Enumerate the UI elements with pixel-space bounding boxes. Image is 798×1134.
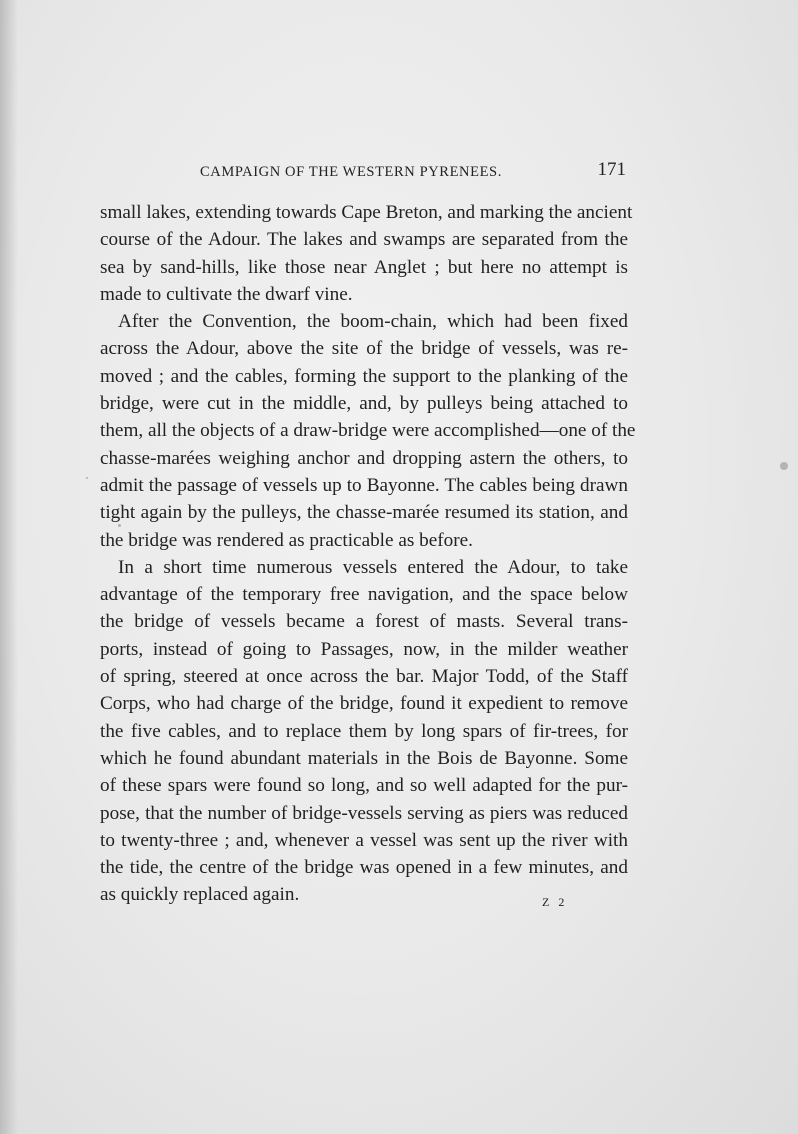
- text-line: as quickly replaced again.: [100, 884, 300, 906]
- ink-speck: [118, 524, 121, 527]
- text-line: After the Convention, the boom-chain, which had been fixed: [118, 311, 628, 333]
- text-line: course of the Adour. The lakes and swamps are separated from the: [100, 229, 628, 251]
- running-title: CAMPAIGN OF THE WESTERN PYRENEES.: [200, 164, 502, 180]
- text-line: which he found abundant materials in the Bois de Bayonne. Some: [100, 747, 628, 769]
- text-line: bridge, were cut in the middle, and, by pulleys being attached to: [100, 393, 628, 415]
- page-header: [100, 158, 630, 188]
- text-line: of these spars were found so long, and so well adapted for the pur-: [100, 775, 628, 797]
- text-line: ports, instead of going to Passages, now, in the milder weather: [100, 638, 628, 660]
- text-line: to twenty-three ; and, whenever a vessel was sent up the river with: [100, 829, 628, 851]
- page-number: 171: [597, 159, 626, 180]
- text-line: Corps, who had charge of the bridge, found it expedient to remove: [100, 693, 628, 715]
- text-line: of spring, steered at once across the bar. Major Todd, of the Staff: [100, 666, 628, 688]
- text-line: pose, that the number of bridge-vessels serving as piers was reduced: [100, 802, 628, 824]
- text-line: sea by sand-hills, like those near Anglet ; but here no attempt is: [100, 256, 628, 278]
- text-line: small lakes, extending towards Cape Breton, and marking the ancient: [100, 202, 633, 223]
- text-line: moved ; and the cables, forming the support to the planking of the: [100, 365, 628, 387]
- text-line: made to cultivate the dwarf vine.: [100, 283, 353, 305]
- text-line: advantage of the temporary free navigation, and the space below: [100, 584, 628, 606]
- paragraph: [100, 199, 633, 308]
- text-line: the five cables, and to replace them by long spars of fir-trees, for: [100, 720, 628, 742]
- text-line: chasse-marées weighing anchor and dropping astern the others, to: [100, 447, 628, 469]
- paragraph: [100, 308, 636, 554]
- ink-speck: [86, 477, 88, 479]
- text-line: them, all the objects of a draw-bridge were accomplished—one of the: [100, 420, 636, 442]
- text-line: the bridge of vessels became a forest of masts. Several trans-: [100, 611, 628, 633]
- text-line: across the Adour, above the site of the bridge of vessels, was re-: [100, 338, 628, 360]
- paragraph: [100, 554, 628, 909]
- signature-mark: Z 2: [542, 895, 568, 909]
- text-line: the tide, the centre of the bridge was opened in a few minutes, and: [100, 857, 628, 879]
- text-line: admit the passage of vessels up to Bayonne. The cables being drawn: [100, 474, 628, 496]
- binding-shadow: [0, 0, 18, 1134]
- text-line: the bridge was rendered as practicable as before.: [100, 529, 473, 551]
- ink-speck: [780, 462, 788, 470]
- text-line: tight again by the pulleys, the chasse-marée resumed its station, and: [100, 502, 628, 524]
- body-text: [100, 199, 636, 909]
- text-line: In a short time numerous vessels entered the Adour, to take: [118, 556, 628, 578]
